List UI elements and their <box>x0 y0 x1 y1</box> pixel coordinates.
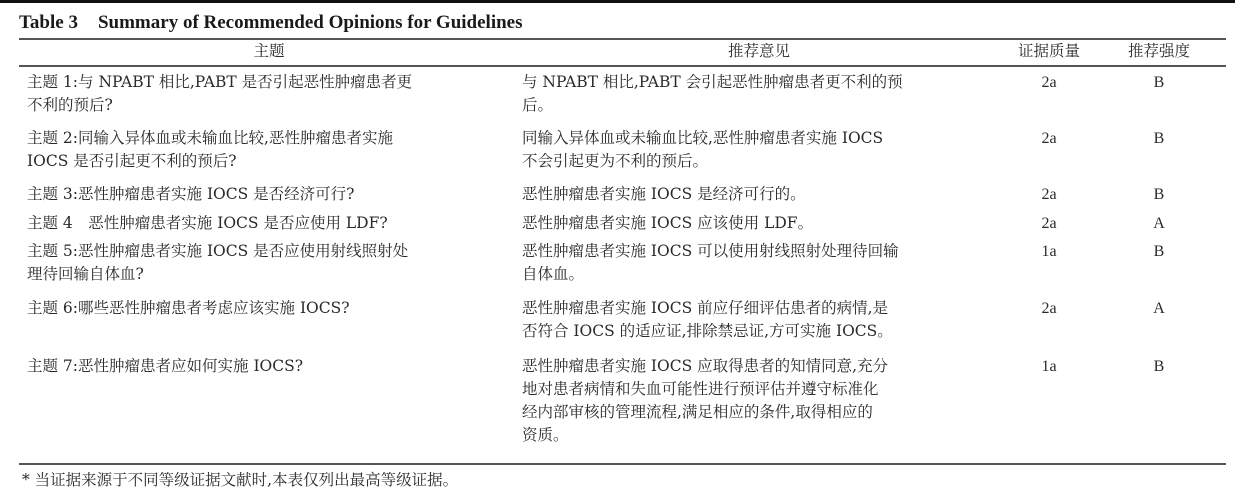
header-bottom-rule <box>19 65 1226 67</box>
table-bottom-rule <box>19 463 1226 465</box>
topic-cell: 主题 7:恶性肿瘤患者应如何实施 IOCS? <box>27 357 304 375</box>
topic-cell: 主题 5:恶性肿瘤患者实施 IOCS 是否应使用射线照射处 理待回输自体血? <box>27 242 409 283</box>
topic-cell: 主题 1:与 NPABT 相比,PABT 是否引起恶性肿瘤患者更 不利的预后? <box>27 73 413 114</box>
topic-cell: 主题 6:哪些恶性肿瘤患者考虑应该实施 IOCS? <box>27 299 350 317</box>
evidence-quality-cell: 2a <box>1041 186 1057 203</box>
recommendation-cell: 恶性肿瘤患者实施 IOCS 应取得患者的知情同意,充分 地对患者病情和失血可能性进行预评估并遵守标准化 经内部审核的管理流程,满足相应的条件,取得相应的 资质。 <box>522 357 889 444</box>
header-topic: 主题 <box>253 42 285 60</box>
recommendation-strength-cell: B <box>1153 186 1165 203</box>
topic-cell: 主题 4 恶性肿瘤患者实施 IOCS 是否应使用 LDF? <box>27 214 388 232</box>
topic-cell: 主题 2:同输入异体血或未输血比较,恶性肿瘤患者实施 IOCS 是否引起更不利的预后? <box>27 129 393 170</box>
evidence-quality-cell: 2a <box>1041 215 1057 232</box>
header-recommendation: 推荐意见 <box>727 42 790 60</box>
top-border <box>0 0 1235 3</box>
evidence-quality-cell: 1a <box>1041 243 1057 260</box>
evidence-quality-cell: 1a <box>1041 358 1057 375</box>
table-title <box>19 12 523 34</box>
recommendation-strength-cell: A <box>1153 300 1165 317</box>
table-header-row <box>19 40 1226 64</box>
recommendation-strength-cell: B <box>1153 130 1165 147</box>
recommendation-strength-cell: B <box>1153 74 1165 91</box>
recommendation-strength-cell: A <box>1153 215 1165 232</box>
table-caption: Summary of Recommended Opinions for Guidelines <box>97 12 523 33</box>
recommendation-strength-cell: B <box>1153 243 1165 260</box>
evidence-quality-cell: 2a <box>1041 300 1057 317</box>
table-footnote: * 当证据来源于不同等级证据文献时,本表仅列出最高等级证据。 <box>22 471 459 489</box>
header-evidence-quality: 证据质量 <box>1017 42 1080 60</box>
recommendation-cell: 与 NPABT 相比,PABT 会引起恶性肿瘤患者更不利的预 后。 <box>522 73 903 114</box>
table-label: Table 3 <box>19 12 78 33</box>
recommendation-strength-cell: B <box>1153 358 1165 375</box>
topic-cell: 主题 3:恶性肿瘤患者实施 IOCS 是否经济可行? <box>27 185 355 203</box>
recommendation-cell: 同输入异体血或未输血比较,恶性肿瘤患者实施 IOCS 不会引起更为不利的预后。 <box>522 129 884 170</box>
header-recommendation-strength: 推荐强度 <box>1127 42 1190 60</box>
recommendation-cell: 恶性肿瘤患者实施 IOCS 前应仔细评估患者的病情,是 否符合 IOCS 的适应证,排除禁忌证,方可实施 IOCS。 <box>522 299 893 340</box>
evidence-quality-cell: 2a <box>1041 130 1057 147</box>
evidence-quality-cell: 2a <box>1041 74 1057 91</box>
recommendation-cell: 恶性肿瘤患者实施 IOCS 是经济可行的。 <box>522 185 806 203</box>
recommendation-cell: 恶性肿瘤患者实施 IOCS 应该使用 LDF。 <box>522 214 814 232</box>
recommendation-cell: 恶性肿瘤患者实施 IOCS 可以使用射线照射处理待回输 自体血。 <box>522 242 899 283</box>
